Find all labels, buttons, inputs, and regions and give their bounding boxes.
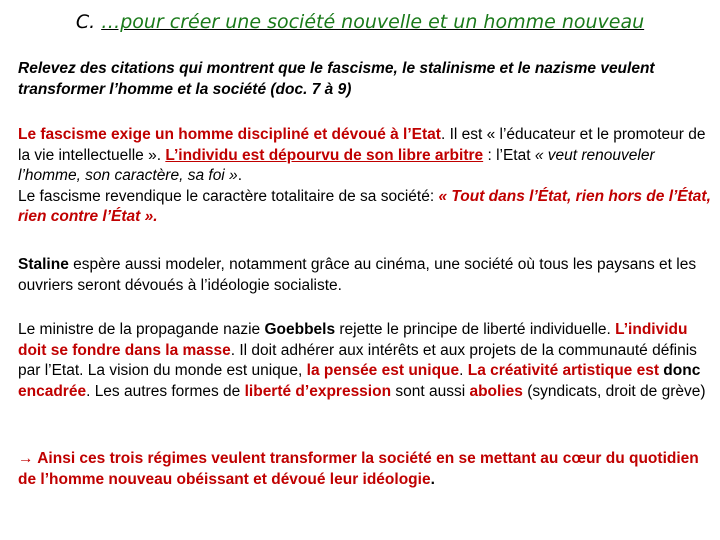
paragraph-goebbels: Le ministre de la propagande nazie Goebbels rejette le principe de liberté individuelle. L’individu doit se fondre dans la masse. Il doit adhérer aux intérêts et aux projets de la communauté définis par l’Etat. La vision du monde est unique, la pensée est unique. La créativité artistique est donc encadrée. Les autres formes de liberté d’expression sont aussi abolies (syndicats, droit de grève): [18, 321, 706, 400]
goebbels-quote-2: la pensée est unique: [306, 362, 460, 379]
goebbels-quote-1: L’individu doit se fondre dans la masse: [18, 321, 688, 359]
paragraph-staline: Staline espère aussi modeler, notamment grâce au cinéma, une société où tous les paysans et les ouvriers seront dévoués à l’idéologie socialiste.: [18, 256, 697, 294]
goebbels-quote-5: abolies: [469, 382, 523, 400]
fascisme-quote-3: « veut renouveler l’homme, son caractère, sa foi »: [18, 146, 655, 184]
section-number: C.: [75, 11, 96, 33]
fascisme-quote-1: Le fascisme exige un homme discipliné et dévoué à l’Etat: [18, 126, 441, 143]
section-title: [0, 10, 720, 34]
staline-name: Staline: [18, 256, 69, 273]
goebbels-quote-3: La créativité artistique est: [467, 362, 659, 379]
goebbels-name: Goebbels: [264, 321, 336, 338]
arrow-right-icon: →: [18, 450, 34, 467]
question: Relevez des citations qui montrent que le fascisme, le stalinisme et le nazisme veulent transformer l’homme et la société (doc. 7 à 9): [18, 60, 655, 98]
conclusion: → Ainsi ces trois régimes veulent transformer la société en se mettant au cœur du quotidien de l’homme nouveau obéissant et dévoué leur idéologie.: [18, 450, 699, 488]
section-title-text: …pour créer une société nouvelle et un homme nouveau: [101, 11, 645, 33]
fascisme-quote-2: L’individu est dépourvu de son libre arbitre: [165, 146, 484, 164]
fascisme-slogan: « Tout dans l’État, rien hors de l’État, rien contre l’État ».: [18, 187, 711, 225]
goebbels-quote-4: liberté d’expression: [244, 382, 392, 400]
paragraph-fascisme: Le fascisme exige un homme discipliné et dévoué à l’Etat. Il est « l’éducateur et le promoteur de la vie intellectuelle ». L’individu est dépourvu de son libre arbitre : l’Etat « veut renouveler l’homme, son caractère, sa foi ». Le fascisme revendique le caractère totalitaire de sa société: « Tout dans l’État, rien hors de l’État, rien contre l’État ».: [18, 126, 711, 225]
